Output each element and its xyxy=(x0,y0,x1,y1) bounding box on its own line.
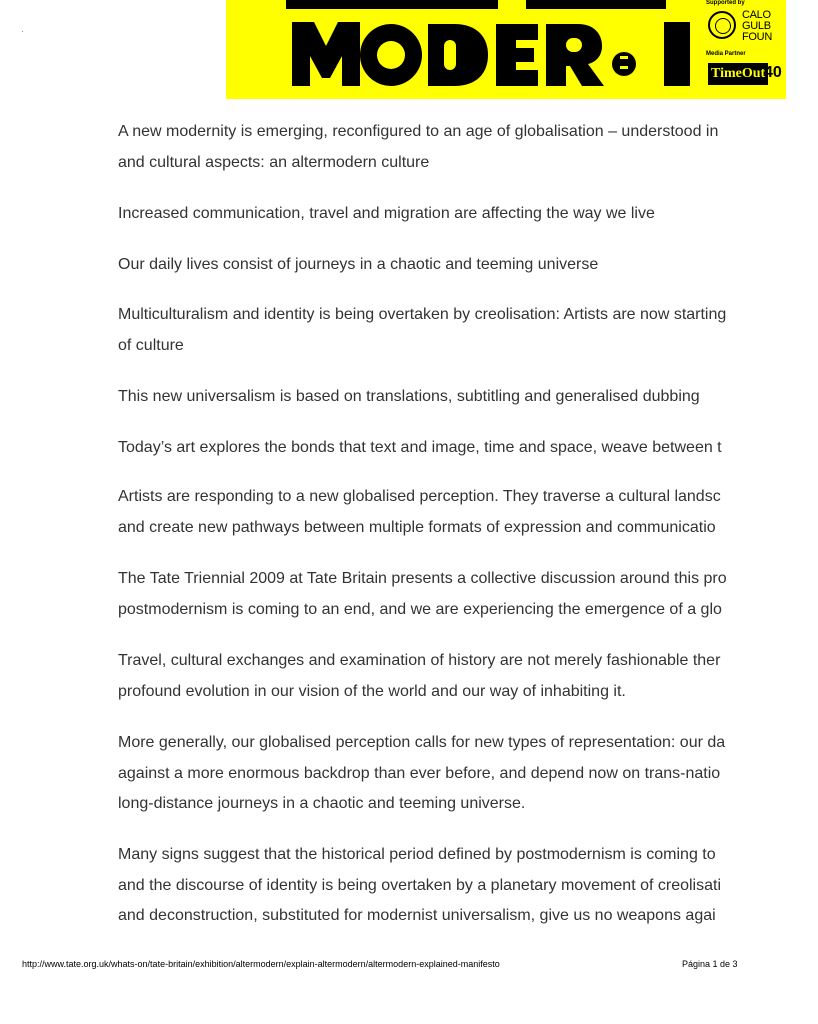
text-line: postmodernism is coming to an end, and we are experiencing the emergence of a glo xyxy=(118,600,722,618)
timeout-40-badge: 40 xyxy=(764,64,782,81)
foundation-seal-icon xyxy=(708,11,736,39)
text-line: This new universalism is based on translations, subtitling and generalised dubbing xyxy=(118,388,700,405)
foundation-line: FOUN xyxy=(742,31,772,43)
paragraph xyxy=(118,840,721,932)
foundation-line: CALO xyxy=(742,9,771,21)
text-line: Artists are responding to a new globalised perception. They traverse a cultural landsc xyxy=(118,488,721,505)
text-line: against a more enormous backdrop than ever before, and depend now on trans-natio xyxy=(118,764,721,782)
paragraph xyxy=(118,117,718,178)
text-line: Today’s art explores the bonds that text and image, time and space, weave between t xyxy=(118,439,722,456)
text-line: Increased communication, travel and migration are affecting the way we live xyxy=(118,205,655,222)
paragraph xyxy=(118,300,726,361)
paragraph xyxy=(118,433,722,464)
text-line: of culture xyxy=(118,336,184,354)
paragraph xyxy=(118,564,727,625)
media-partner-label: Media Partner xyxy=(706,51,746,57)
text-line: and create new pathways between multiple formats of expression and communicatio xyxy=(118,518,716,536)
text-line: and deconstruction, substituted for modernist universalism, give us no weapons agai xyxy=(118,907,716,924)
paragraph xyxy=(118,646,720,707)
text-line: The Tate Triennial 2009 at Tate Britain presents a collective discussion around this pro xyxy=(118,570,727,587)
text-line: More generally, our globalised perception calls for new types of representation: our da xyxy=(118,734,726,751)
timeout-logo: TimeOut xyxy=(708,63,768,85)
foundation-name xyxy=(742,10,772,43)
sponsor-block xyxy=(704,0,794,99)
text-line: Multiculturalism and identity is being overtaken by creolisation: Artists are now starting xyxy=(118,306,727,323)
text-line: and cultural aspects: an altermodern culture xyxy=(118,153,430,171)
stray-dot xyxy=(22,31,23,32)
paragraph xyxy=(118,199,655,230)
paragraph xyxy=(118,250,598,281)
text-line: A new modernity is emerging, reconfigured to an age of globalisation – understood in xyxy=(118,123,719,140)
text-line: Our daily lives consist of journeys in a chaotic and teeming universe xyxy=(118,256,599,273)
paragraph xyxy=(118,482,721,543)
supported-by-label: Supported by xyxy=(706,0,745,6)
text-line: profound evolution in our vision of the world and our way of inhabiting it. xyxy=(118,682,626,700)
footer-url: http://www.tate.org.uk/whats-on/tate-britain/exhibition/altermodern/explain-altermodern/altermodern-explained-manifesto xyxy=(22,959,500,969)
altermodern-logo xyxy=(226,0,696,99)
paragraph xyxy=(118,382,700,413)
paragraph xyxy=(118,728,725,820)
text-line: Many signs suggest that the historical period defined by postmodernism is coming to xyxy=(118,846,716,863)
text-line: and the discourse of identity is being overtaken by a planetary movement of creolisati xyxy=(118,876,721,894)
page-number: Página 1 de 3 xyxy=(682,959,738,969)
exhibition-banner xyxy=(226,0,786,99)
foundation-line: GULB xyxy=(742,20,771,32)
text-line: long-distance journeys in a chaotic and teeming universe. xyxy=(118,795,526,812)
text-line: Travel, cultural exchanges and examination of history are not merely fashionable ther xyxy=(118,652,721,669)
